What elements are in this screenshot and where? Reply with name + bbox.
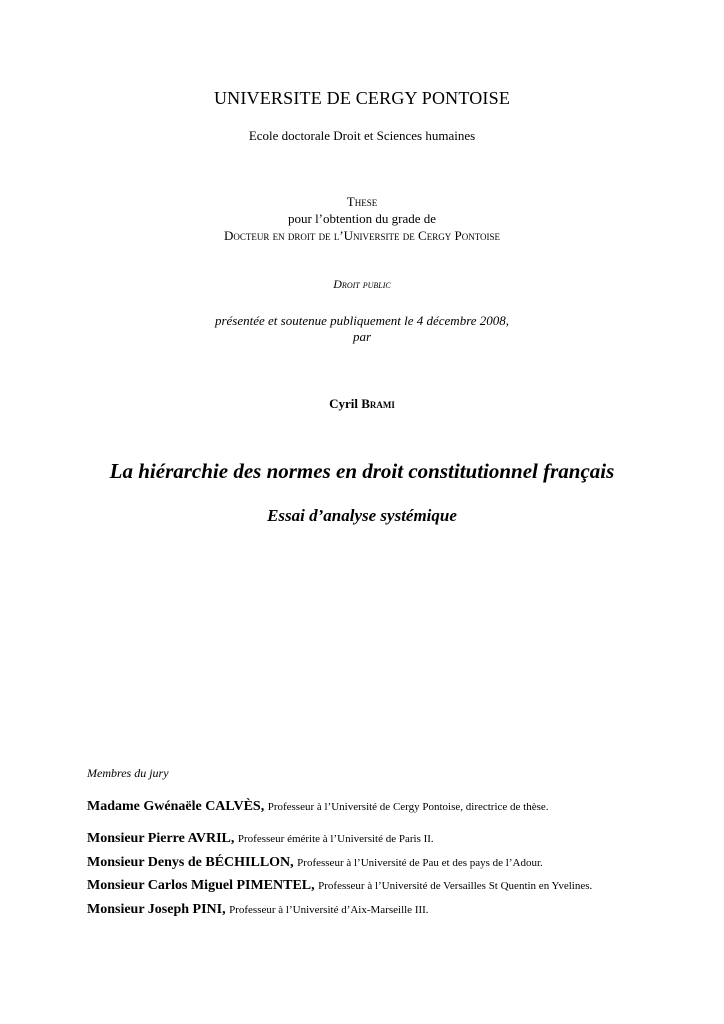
jury-member-name: Monsieur Denys de BÉCHILLON: [87, 854, 291, 870]
jury-member-role: Professeur à l’Université d’Aix-Marseille III.: [229, 903, 429, 916]
jury-list: [87, 796, 707, 922]
jury-member-name: Monsieur Pierre AVRIL: [87, 831, 231, 846]
jury-member-name: Monsieur Carlos Miguel PIMENTEL: [87, 878, 312, 893]
author-name: [0, 396, 724, 412]
jury-member-name: Madame Gwénaële CALVÈS: [87, 799, 261, 814]
jury-heading: Membres du jury: [87, 766, 169, 780]
thesis-discipline: Droit public: [333, 277, 391, 291]
jury-member: Monsieur Pierre AVRIL, Professeur émérite à l’Université de Paris II.: [87, 831, 434, 846]
thesis-degree-block: [0, 193, 724, 244]
jury-member-role: Professeur à l’Université de Pau et des pays de l’Adour.: [297, 856, 543, 869]
jury-member-name: Monsieur Joseph PINI: [87, 901, 223, 917]
doctoral-school: Ecole doctorale Droit et Sciences humaines: [248, 128, 476, 143]
university-name: UNIVERSITE DE CERGY PONTOISE: [213, 88, 511, 108]
thesis-label: These: [346, 194, 378, 209]
jury-member: Monsieur Joseph PINI, Professeur à l’Université d’Aix-Marseille III.: [87, 901, 429, 917]
jury-member: Madame Gwénaële CALVÈS, Professeur à l’Université de Cergy Pontoise, directrice de thèse.: [87, 799, 549, 814]
jury-member-role: Professeur à l’Université de Versailles St Quentin en Yvelines.: [318, 880, 593, 892]
author-last-name: Brami: [361, 396, 395, 411]
jury-member-role: Professeur émérite à l’Université de Paris II.: [237, 833, 434, 845]
defense-date-line: présentée et soutenue publiquement le 4 décembre 2008,: [214, 313, 510, 328]
thesis-subtitle: Essai d’analyse systémique: [267, 506, 457, 525]
jury-member-role: Professeur à l’Université de Cergy Pontoise, directrice de thèse.: [267, 801, 549, 813]
jury-member: Monsieur Denys de BÉCHILLON, Professeur à l’Université de Pau et des pays de l’Adour.: [87, 854, 543, 870]
author-first-name: Cyril: [329, 396, 358, 411]
thesis-title: La hiérarchie des normes en droit constitutionnel français: [109, 459, 615, 483]
thesis-purpose: pour l’obtention du grade de: [287, 211, 436, 226]
defense-by: par: [352, 329, 372, 344]
defense-statement: [0, 313, 724, 345]
thesis-degree: Docteur en droit de l’Universite de Cergy Pontoise: [223, 228, 501, 243]
jury-member: Monsieur Carlos Miguel PIMENTEL, Professeur à l’Université de Versailles St Quentin en Yvelines.: [87, 878, 593, 893]
